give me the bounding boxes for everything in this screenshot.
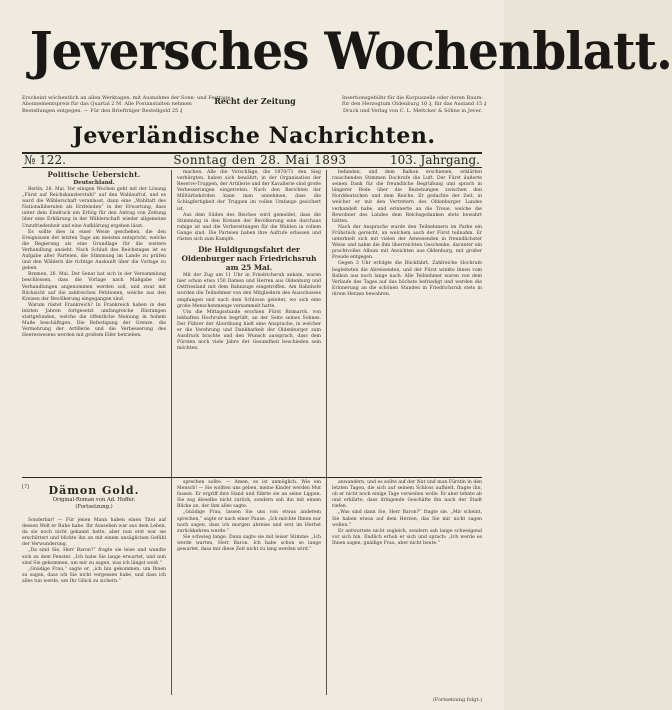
section-heading: Politische Uebersicht. — [47, 170, 141, 179]
feuilleton-column-1 — [22, 518, 166, 695]
article-paragraph: befanden, und dem Balkon erschienen, erklärten rauschenden Stimmen Dochrufe die Luft. Der Fürst äußerte seinen Dank für die freundliche Begrüßung und sprach in längerer Rede über die Beziehungen zwischen den Norddeutschen und dem Reiche. Er gedachte der Zeit, in welcher er mit den Vertretern des Oldenburger Landes verhandelt habe, und erinnerte an die Treue, welche die Bewohner des Landes dem Reichsgedanken stets bewahrt hätten. — [332, 170, 482, 224]
masthead-title: Jeversches Wochenblatt. — [29, 22, 672, 82]
feuilleton-author: Original-Roman von Ad. Hoffer. — [52, 497, 136, 503]
info-line: Bestellungen entgegen. — Für den Briefträger Bestellgeld 25 ₰ — [22, 107, 183, 114]
feuilleton-paragraph: anwandern, und es sollte auf der Nat und man Fürstin in den letzten Tagen, die sich auf seinem Schloss aufhielt, fragte ihn, ob er nicht noch einige Tage verweilen wolle. Er aber lehnte ab und erklärte, dass dringende Geschäfte ihn nach der Stadt riefen. — [332, 480, 482, 510]
feuilleton-paragraph: „Gnädige Frau, lassen Sie uns von etwas anderem sprechen,“ sagte er nach einer Pause. „Ich möchte Ihnen nur noch sagen, dass ich morgen abreise und erst im Herbst zurückkehren werde.“ — [177, 510, 321, 534]
feuilleton-continuation: (Fortsetzung.) — [75, 504, 113, 510]
feuilleton-column-2 — [177, 480, 321, 695]
dateline — [22, 153, 482, 167]
section-subheading: Deutschland. — [73, 180, 115, 186]
feuilleton-paragraph: Sonderbar! — Für jenen Mann haben einen Titel auf dessen Welt er Ruhe habe. Ihr Aussehen war aus dem Leben, da sie noch nicht gekannt hatte, aber nun erst war sie erschüttert und blickte ihn an mit einem unsäglichen Gefühl der Verwunderung. — [22, 518, 166, 548]
feuilleton-column-3 — [332, 480, 482, 695]
feuilleton-header — [22, 484, 166, 511]
feuilleton-paragraph: „Gnädige Frau,“ sagte er, „ich bin gekommen, um Ihnen zu sagen, dass ich Sie nicht vergessen habe, und dass ich alles tun werde, um Ihr Glück zu sichern.“ — [22, 566, 166, 584]
subscription-info — [22, 95, 232, 114]
column-divider — [171, 170, 172, 695]
feuilleton-divider — [22, 477, 482, 478]
motto: Recht der Zeitung — [214, 96, 296, 106]
divider — [22, 167, 482, 168]
article-paragraph: Aus dem Süden des Reiches wird gemeldet, dass die Stimmung in den Kreisen der Bevölkerung eine durchaus ruhige ist und die Vorbereitungen für die Wahlen in vollem Gange sind. Die Parteien haben ihre Aufrufe erlassen und rüsten sich zum Kampfe. — [177, 212, 321, 243]
info-line: Abonnementspreis für das Quartal 2 M. Alle Postanstalten nehmen — [22, 101, 192, 108]
info-line: für den Herzogtum Oldenburg 10 ₰, für das Ausland 15 ₰ — [342, 101, 487, 108]
article-paragraph: Gegen 3 Uhr erfolgte die Rückfahrt. Zahlreiche Hochrufe begleiteten die Abreisenden, und der Fürst winkte ihnen vom Balkon aus noch lange nach. Alle Teilnehmer waren von dem Verlaufe des Tages auf das höchste befriedigt und werden die Erinnerung an die schönen Stunden in Friedrichsruh stets in ihrem Herzen bewahren. — [332, 261, 482, 297]
column-divider — [326, 170, 327, 695]
article-paragraph: Bremen, 26. Mai. Der Senat hat sich in der Versammlung beschlossen, dass die Vorlage nach Maßgabe der Verhandlungen angenommen werden soll, und zwar mit Rücksicht auf die zahlreichen Petitionen, welche aus den Kreisen der Bevölkerung eingegangen sind. — [22, 272, 166, 302]
newspaper-subtitle: Jeverländische Nachrichten. — [72, 123, 436, 149]
article-heading: Die Huldigungsfahrt der Oldenburger nach Friedrichsruh am 25 Mai. — [181, 245, 317, 273]
feuilleton-paragraph: sprechen sollte. — Amen, es ist unmöglich. Wie ein Mensch! — Sie wollten uns geben, meine Kinder werden Mut fassen. Er ergriff ihre Hand und führte sie an seine Lippen. Sie zog dieselbe nicht zurück, sondern sah ihn mit einem Blicke an, der ihm alles sagte. — [177, 480, 321, 510]
issue-number: № 122. — [24, 153, 66, 167]
article-paragraph: machen. Alle die Vorschläge, die 1870/71 den Sieg verbürgten, haben sich bewährt; in der Organisation der Reserve-Truppen, der Artillerie und der Kavallerie sind große Verbesserungen eingetreten. Nach den Berichten der Militärbehörden kann man annehmen, dass die Schlagfertigkeit der Truppen im vollen Umfange gesichert ist. — [177, 170, 322, 212]
feuilleton-paragraph: Er antwortete nicht sogleich, sondern sah lange schweigend vor sich hin. Endlich erhob er sich und sprach: „Ich werde es Ihnen sagen, gnädige Frau, aber nicht heute.“ — [332, 528, 482, 546]
article-paragraph: Nach der Ansprache wurde den Teilnehmern im Parke ein Frühstück gereicht, an welchem auch der Fürst teilnahm. Er unterhielt sich mit vielen der Anwesenden in freundlichster Weise und nahm die ihm überreichten Geschenke, darunter ein prachtvolles Album mit Ansichten aus Oldenburg, mit großer Freude entgegen. — [332, 224, 482, 261]
article-paragraph: Mit der Zug um 11 Uhr in Friedrichsruh ankam, waren hier schon etwa 150 Damen und Herren aus Oldenburg und Ostfriesland mit dem Bahnzuge eingetroffen. Am Bahnhofe wurden die Teilnehmer von den Mitgliedern des Ausschusses empfangen und nach dem Schlosse geleitet, wo sich eine große Menschenmenge versammelt hatte. — [177, 273, 321, 309]
info-line: Insertionsgebühr für die Korpuszeile oder deren Raum: — [342, 95, 483, 101]
issue-date: Sonntag den 28. Mai 1893 — [173, 153, 347, 167]
article-paragraph: Berlin, 26. Mai. Vor einigen Wochen geht mit der Lösung „Fürst auf Reichskanzlerstuhl“ auf den Wahlaufruf, und es ward die Wählerschaft veranlasst, dann eine „Wahltaft des Nationalliberalen als Erzfeinden“ in der Erwartung, dass unter dem Eindruck ein Erfolg für den Antrag von Zeitung über eine Erklärung in der Wählerschaft wieder allgemeine Unzufriedenheit und eine Aufklärung ergehen lässt. — [22, 187, 166, 229]
feuilleton-title: Dämon Gold. — [48, 484, 140, 497]
feuilleton-mark: [7] — [22, 484, 30, 490]
article-paragraph: Warum rüstet Frankreich? In Frankreich haben in den letzten Jahren fortgesetzt umfangreiche Rüstungen stattgefunden, welche die öffentliche Meinung in hohem Maße beschäftigen. Die Befestigung der Grenze, die Vermehrung der Artillerie und die Verbesserung des Heereswesens werden mit großem Eifer betrieben. — [22, 302, 166, 339]
insertion-info — [342, 95, 487, 114]
continuation-note: (Fortsetzung folgt.) — [432, 697, 482, 703]
info-line: Erscheint wöchentlich an allen Werktagen, mit Ausnahme der Sonn- und Festtage. — [22, 95, 232, 101]
feuilleton-paragraph: Sie schwieg lange. Dann sagte sie mit leiser Stimme: „Ich werde warten, Herr Baron. Ich habe schon so lange gewartet, dass mir diese Zeit nicht zu lang werden wird.“ — [177, 534, 321, 553]
feuilleton-paragraph: „Da sind Sie, Herr Baron?“ fragte sie leise und wandte sich zu dem Fenster. „Ich habe Sie lange erwartet, und nun sind Sie gekommen, um mir zu sagen, was ich längst weiß.“ — [22, 548, 166, 566]
column-politics — [22, 170, 166, 476]
column-middle — [177, 170, 321, 476]
article-paragraph: Es sollte dies in einer Weise geschehen, die den Ereignissen der letzten Tage am meisten entspricht, welche die Regierung als eine Grundlage für die weitere Verhandlung ansieht. Nach Schluß des Reichstages ist es Aufgabe aller Parteien, die Stimmung im Lande zu prüfen und den Wählern die richtige Auskunft über die Vorlage zu geben. — [22, 229, 166, 272]
issue-year: 103. Jahrgang. — [389, 153, 480, 167]
feuilleton-paragraph: „Was sind dann Sie, Herr Baron?“ fragte sie. „Mir scheint, Sie haben etwas auf dem Herzen, das Sie mir nicht sagen wollen.“ — [332, 510, 482, 528]
article-paragraph: Um die Mittagsstunde erschien Fürst Bismarck, von lebhaften Hochrufen begrüßt, an der Seite seines Sohnes. Der Führer der Abordnung hielt eine Ansprache, in welcher er die Verehrung und Dankbarkeit der Oldenburger zum Ausdruck brachte und den Wunsch aussprach, dass dem Fürsten noch viele Jahre der Gesundheit beschieden sein möchten. — [177, 309, 321, 352]
info-line: Druck und Verlag von C. L. Mettcker & Söhne in Jever. — [342, 107, 482, 114]
column-right — [332, 170, 482, 476]
